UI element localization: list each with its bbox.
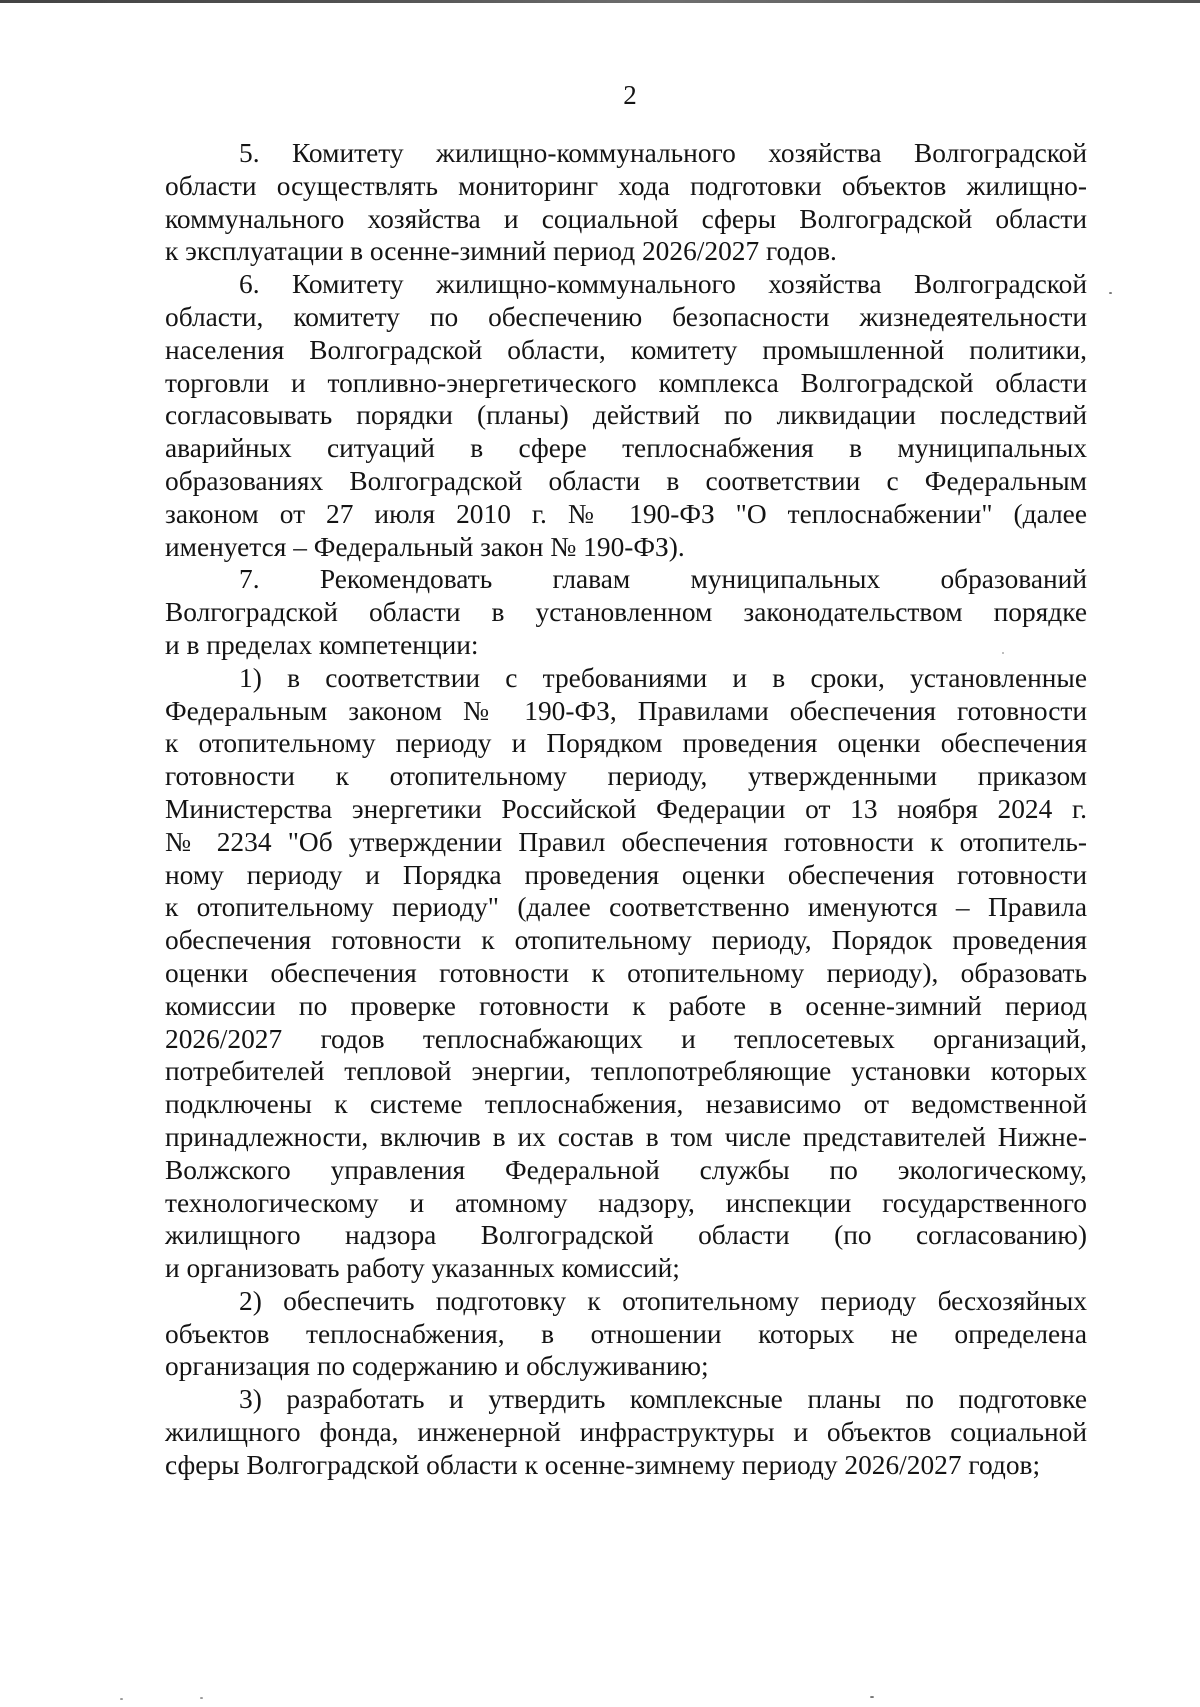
text-line: области, комитету по обеспечению безопасности жизнедеятельности	[165, 301, 1087, 332]
text-line: организация по содержанию и обслуживанию;	[165, 1351, 709, 1382]
text-line: жилищного фонда, инженерной инфраструктуры и объектов социальной	[165, 1417, 1087, 1448]
text-line: Федеральным законом № 190-ФЗ, Правилами обеспечения готовности	[165, 695, 1087, 726]
text-line: подключены к системе теплоснабжения, независимо от ведомственной	[165, 1089, 1087, 1120]
text-line: ному периоду и Порядка проведения оценки обеспечения готовности	[165, 859, 1087, 890]
text-line: 2) обеспечить подготовку к отопительному периоду бесхозяйных	[239, 1285, 1087, 1316]
text-line: принадлежности, включив в их состав в том числе представителей Нижне-	[165, 1121, 1087, 1152]
text-line: 5. Комитету жилищно-коммунального хозяйства Волгоградской	[239, 138, 1087, 168]
text-line: 2026/2027 годов теплоснабжающих и теплосетевых организаций,	[165, 1023, 1087, 1054]
paragraph	[165, 563, 1087, 661]
text-line: коммунального хозяйства и социальной сферы Волгоградской области	[165, 203, 1087, 234]
text-line: 1) в соответствии с требованиями и в сроки, установленные	[239, 662, 1087, 693]
text-line: согласовывать порядки (планы) действий по ликвидации последствий	[165, 400, 1087, 431]
text-line: законом от 27 июля 2010 г. № 190-ФЗ "О теплоснабжении" (далее	[165, 498, 1087, 529]
text-line: оценки обеспечения готовности к отопительному периоду), образовать	[165, 957, 1087, 988]
text-line: к эксплуатации в осенне-зимний период 2026/2027 годов.	[165, 236, 837, 267]
paragraph	[165, 137, 1087, 268]
scan-speck	[200, 1697, 203, 1699]
paragraph	[165, 1383, 1087, 1481]
text-line: Министерства энергетики Российской Федерации от 13 ноября 2024 г.	[165, 793, 1087, 824]
scan-edge-line	[0, 0, 1200, 3]
paragraph	[165, 1285, 1087, 1383]
paragraph	[165, 662, 1087, 1285]
text-line: потребителей тепловой энергии, теплопотребляющие установки которых	[165, 1056, 1087, 1087]
scan-speck	[1002, 652, 1004, 654]
text-line: и в пределах компетенции:	[165, 629, 479, 660]
text-line: обеспечения готовности к отопительному периоду, Порядок проведения	[165, 925, 1087, 956]
scan-speck	[120, 1698, 123, 1700]
text-line: торговли и топливно-энергетического комплекса Волгоградской области	[165, 367, 1087, 398]
text-line: населения Волгоградской области, комитету промышленной политики,	[165, 334, 1087, 365]
page-number: 2	[623, 80, 637, 110]
text-line: Волжского управления Федеральной службы по экологическому,	[165, 1154, 1087, 1185]
text-line: области осуществлять мониторинг хода подготовки объектов жилищно-	[165, 170, 1087, 201]
text-line: 7. Рекомендовать главам муниципальных образований	[239, 564, 1087, 595]
scan-speck	[1109, 292, 1112, 294]
paragraph	[165, 268, 1087, 563]
text-line: 6. Комитету жилищно-коммунального хозяйства Волгоградской	[239, 269, 1087, 300]
text-line: объектов теплоснабжения, в отношении которых не определена	[165, 1318, 1087, 1349]
text-line: № 2234 "Об утверждении Правил обеспечения готовности к отопитель-	[165, 826, 1087, 857]
text-line: образованиях Волгоградской области в соответствии с Федеральным	[165, 465, 1087, 496]
text-line: Волгоградской области в установленном законодательством порядке	[165, 597, 1087, 628]
text-line: технологическому и атомному надзору, инспекции государственного	[165, 1187, 1087, 1218]
text-line: к отопительному периоду и Порядком проведения оценки обеспечения	[165, 728, 1087, 759]
text-line: сферы Волгоградской области к осенне-зимнему периоду 2026/2027 годов;	[165, 1449, 1041, 1480]
text-line: 3) разработать и утвердить комплексные планы по подготовке	[239, 1384, 1087, 1415]
scan-speck	[870, 1696, 874, 1698]
text-line: к отопительному периоду" (далее соответственно именуются – Правила	[165, 892, 1087, 923]
text-line: готовности к отопительному периоду, утвержденными приказом	[165, 761, 1087, 792]
text-line: жилищного надзора Волгоградской области (по согласованию)	[165, 1220, 1087, 1251]
text-line: и организовать работу указанных комиссий;	[165, 1253, 680, 1284]
text-line: комиссии по проверке готовности к работе в осенне-зимний период	[165, 990, 1087, 1021]
text-line: аварийных ситуаций в сфере теплоснабжения в муниципальных	[165, 433, 1087, 464]
text-line: именуется – Федеральный закон № 190-ФЗ).	[165, 531, 685, 562]
document-body	[165, 137, 1087, 1482]
